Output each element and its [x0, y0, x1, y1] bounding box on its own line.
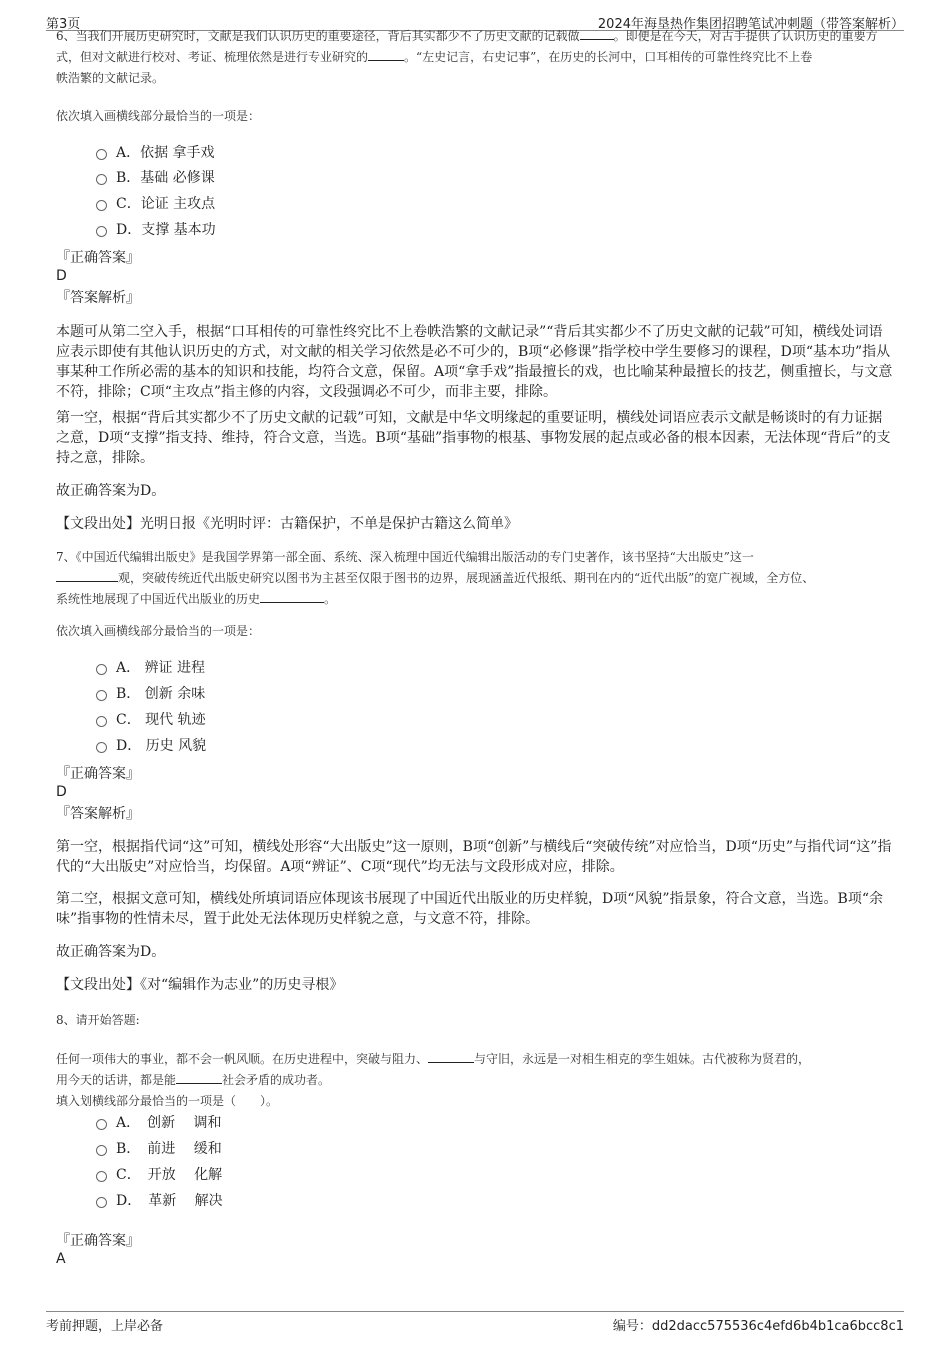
page-footer — [46, 1311, 904, 1334]
q6-analysis-label: 『答案解析』 — [56, 290, 140, 306]
radio-icon[interactable] — [96, 1171, 107, 1182]
q7-stem: 7、《中国近代编辑出版史》是我国学界第一部全面、系统、深入梳理中国近代编辑出版活动的专门史著作，该书坚持“大出版史”这一 观，突破传统近代出版史研究以图书为主甚至仅限于图书的边界，展现涵盖近代报纸、期刊在内的“近代出版”的宽广视域，全方位、 系统性地展现了中国近代出版业的历史 。 — [56, 550, 815, 606]
q6-prompt: 依次填入画横线部分最恰当的一项是： — [56, 109, 261, 123]
q7-option-b[interactable]: B． 创新 余味 — [96, 684, 205, 704]
radio-icon[interactable] — [96, 200, 107, 211]
q7-analysis-p2: 第二空，根据文意可知，横线处所填词语应体现该书展现了中国近代出版业的历史样貌，D项“风貌”指景象，符合文意，当选。B项“余味”指事物的性情未尽，置于此处无法体现历史样貌之意，与文意不符，排除。 — [56, 891, 883, 927]
q7-analysis-p1: 第一空，根据指代词“这”可知，横线处形容“大出版史”这一原则，B项“创新”与横线后“突破传统”对应恰当，D项“历史”与指代词“这”指代的“大出版史”对应恰当，均保留。A项“辨证”、C项“现代”均无法与文段形成对应，排除。 — [56, 839, 892, 875]
q7-prompt: 依次填入画横线部分最恰当的一项是： — [56, 624, 261, 638]
q8-answer-label: 『正确答案』 — [56, 1233, 140, 1249]
radio-icon[interactable] — [96, 174, 107, 185]
q6-option-b[interactable]: B．基础 必修课 — [96, 168, 215, 188]
q7-option-d[interactable]: D． 历史 风貌 — [96, 736, 206, 756]
q6-source: 【文段出处】光明日报《光明时评：古籍保护，不单是保护古籍这么简单》 — [56, 516, 518, 532]
q6-option-a[interactable]: A．依据 拿手戏 — [96, 143, 215, 163]
q7-answer-label: 『正确答案』 — [56, 766, 140, 782]
q8-answer: A — [56, 1251, 66, 1267]
q8-title: 8、请开始答题: — [56, 1013, 140, 1027]
q6-stem: 6、当我们开展历史研究时，文献是我们认识历史的重要途径，背后其实都少不了历史文献的记载做 。即便是在今天，对古手提供了认识历史的重要方 式，但对文献进行校对、考证、梳理依然是进行专业研究的 。“左史记言，右史记事”，在历史的长河中，口耳相传的可靠性终究比不上卷 帙浩繁的文献记录。 — [56, 29, 878, 85]
q8-option-b[interactable]: B． 前进 缓和 — [96, 1139, 222, 1159]
q7-answer: D — [56, 784, 67, 800]
q6-analysis-p2: 第一空，根据“背后其实都少不了历史文献的记载”可知，文献是中华文明缘起的重要证明，横线处词语应表示文献是畅谈时的有力证据之意，D项“支撑”指支持、维持，符合文意，当选。B项“基础”指事物的根基、事物发展的起点或必备的根本因素，无法体现“背后”的支持之意，排除。 — [56, 410, 891, 466]
radio-icon[interactable] — [96, 1145, 107, 1156]
q7-option-a[interactable]: A． 辨证 进程 — [96, 658, 205, 678]
q6-conclusion: 故正确答案为D。 — [56, 483, 166, 499]
q8-option-c[interactable]: C． 开放 化解 — [96, 1165, 222, 1185]
radio-icon[interactable] — [96, 1197, 107, 1208]
q6-option-c[interactable]: C．论证 主攻点 — [96, 194, 215, 214]
footer-slogan: 考前押题，上岸必备 — [46, 1319, 164, 1334]
radio-icon[interactable] — [96, 690, 107, 701]
document-title: 2024年海垦热作集团招聘笔试冲刺题（带答案解析） — [597, 17, 904, 32]
radio-icon[interactable] — [96, 716, 107, 727]
q6-answer-label: 『正确答案』 — [56, 250, 140, 266]
q6-analysis-p1: 本题可从第二空入手，根据“口耳相传的可靠性终究比不上卷帙浩繁的文献记录”“背后其实都少不了历史文献的记载”可知，横线处词语应表示即使有其他认识历史的方式，对文献的相关学习依然是必不可少的，B项“必修课”指学校中学生要修习的课程，D项“基本功”指从事某种工作所必需的基本的知识和技能，均符合文意，保留。A项“拿手戏”指最擅长的戏，也比喻某种最擅长的技艺，侧重擅长，与文意不符，排除；C项“主攻点”指主修的内容，文段强调必不可少，而非主要，排除。 — [56, 324, 893, 400]
document-code: 编号：dd2dacc575536c4efd6b4b1ca6bcc8c1 — [612, 1319, 904, 1334]
q8-option-d[interactable]: D． 革新 解决 — [96, 1191, 223, 1211]
q7-analysis-label: 『答案解析』 — [56, 806, 140, 822]
radio-icon[interactable] — [96, 742, 107, 753]
q7-source: 【文段出处】《对“编辑作为志业”的历史寻根》 — [56, 977, 344, 993]
radio-icon[interactable] — [96, 664, 107, 675]
q8-option-a[interactable]: A． 创新 调和 — [96, 1113, 222, 1133]
radio-icon[interactable] — [96, 1119, 107, 1130]
radio-icon[interactable] — [96, 149, 107, 160]
q6-answer: D — [56, 268, 67, 284]
page-number: 第3页 — [46, 17, 81, 32]
q7-conclusion: 故正确答案为D。 — [56, 944, 166, 960]
q7-option-c[interactable]: C． 现代 轨迹 — [96, 710, 206, 730]
radio-icon[interactable] — [96, 226, 107, 237]
q8-stem: 任何一项伟大的事业，都不会一帆风顺。在历史进程中，突破与阻力、 与守旧，永远是一对相生相克的孪生姐妹。古代被称为贤君的， 用今天的话讲，都是能 社会矛盾的成功者。 填入划横线部分最恰当的一项是（ ）。 — [56, 1052, 811, 1108]
q6-option-d[interactable]: D．支撑 基本功 — [96, 220, 216, 240]
